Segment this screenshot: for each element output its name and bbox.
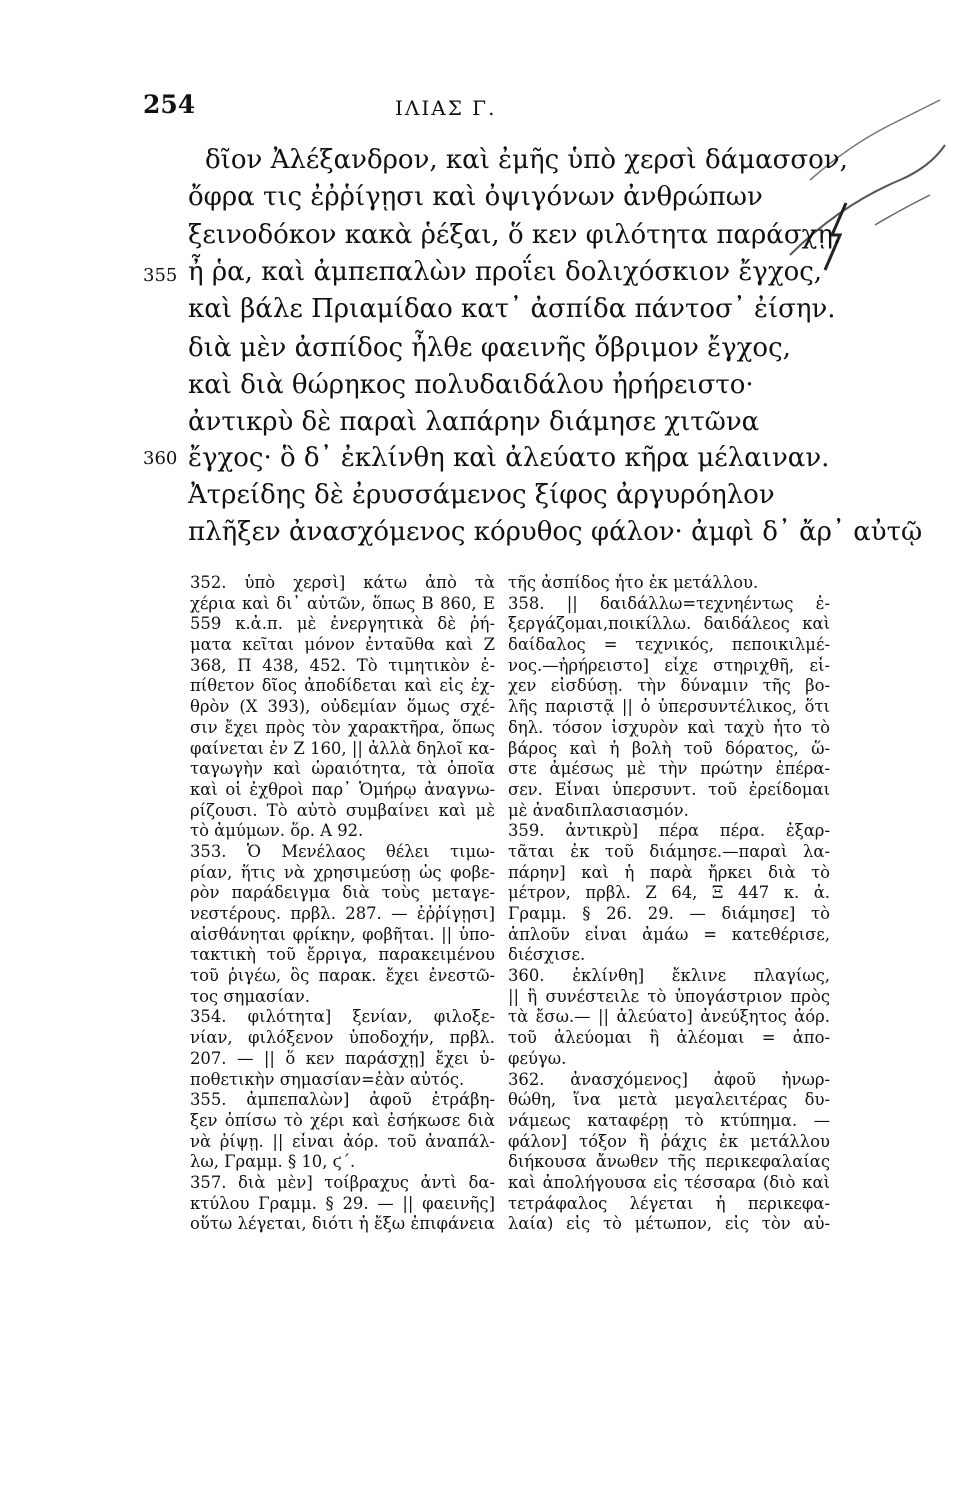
note-line: αἰσθάνηται φρίκην, φοβῆται. || ὑπο- [190, 924, 495, 944]
verse-line: Ἀτρείδης δὲ ἐρυσσάμενος ξίφος ἀργυρόηλον [188, 480, 775, 510]
note-line: καὶ οἱ ἐχθροὶ παρ᾽ Ὁμήρῳ ἀναγνω- [190, 779, 495, 799]
note-line: διέσχισε. [508, 945, 586, 965]
note-line: ξεν ὀπίσω τὸ χέρι καὶ ἐσήκωσε διὰ [190, 1110, 495, 1130]
note-line: ρίζουσι. Τὸ αὐτὸ συμβαίνει καὶ μὲ [190, 800, 495, 820]
note-line: λῆς παριστᾷ || ὁ ὑπερσυντέλικος, ὅτι [508, 697, 830, 717]
note-line: φάλον] τόξον ἢ ῥάχις ἐκ μετάλλου [508, 1131, 830, 1151]
note-line: δαίδαλος = τεχνικός, πεποικιλμέ- [508, 635, 830, 655]
note-line: ρίαν, ἥτις νὰ χρησιμεύσῃ ὡς φοβε- [190, 862, 495, 882]
note-line: Γραμμ. § 26. 29. — διάμησε] τὸ [508, 904, 830, 923]
note-line: τετράφαλος λέγεται ἡ περικεφα- [508, 1193, 830, 1213]
running-head: ΙΛΙΑΣ Γ. [395, 96, 497, 120]
note-line: στε ἀμέσως μὲ τὴν πρώτην ἐπέρα- [508, 759, 830, 779]
note-line: βάρος καὶ ἡ βολὴ τοῦ δόρατος, ὥ- [508, 738, 830, 758]
note-line: χέρια καὶ δι᾽ αὐτῶν, ὅπως Β 860, Ε [190, 593, 495, 613]
note-line: λαία) εἰς τὸ μέτωπον, εἰς τὸν αὐ- [508, 1214, 830, 1234]
note-line: τὰ ἔσω.— || ἀλεύατο] ἀνεύξητος ἀόρ. [508, 1007, 830, 1027]
note-line: ποθετικὴν σημασίαν=ἐὰν αὐτός. [190, 1069, 465, 1089]
note-line: τακτικὴ τοῦ ἔρριγα, παρακειμένου [190, 945, 495, 965]
note-line: μέτρον, πρβλ. Ζ 64, Ξ 447 κ. ἀ. [508, 883, 830, 903]
note-line: τος σημασίαν. [190, 986, 310, 1006]
note-line: καὶ ἀπολήγουσα εἰς τέσσαρα (διὸ καὶ [508, 1172, 830, 1192]
note-line: θώθη, ἵνα μετὰ μεγαλειτέρας δυ- [508, 1090, 830, 1110]
note-line: σεν. Εἶναι ὑπερσυντ. τοῦ ἐρείδομαι [508, 779, 830, 799]
verse-line: δῖον Ἀλέξανδρον, καὶ ἐμῆς ὑπὸ χερσὶ δάμασσον, [205, 145, 848, 175]
note-line: 355. ἀμπεπαλὼν] ἀφοῦ ἐτράβη- [190, 1090, 495, 1110]
note-line: φεύγω. [508, 1048, 567, 1068]
note-line: πίθετον δῖος ἀποδίδεται καὶ εἰς ἐχ- [190, 676, 495, 696]
note-line: 354. φιλότητα] ξενίαν, φιλοξε- [190, 1007, 495, 1027]
note-line: νίαν, φιλόξενον ὑποδοχήν, πρβλ. [190, 1028, 495, 1048]
note-line: διήκουσα ἄνωθεν τῆς περικεφαλαίας [508, 1152, 830, 1172]
verse-line: πλῆξεν ἀνασχόμενος κόρυθος φάλον· ἀμφὶ δ᾽ ἄρ᾽ αὐτῷ [188, 517, 923, 547]
verse-line: ἔγχος· ὃ δ᾽ ἐκλίνθη καὶ ἀλεύατο κῆρα μέλαιναν. [188, 443, 830, 473]
verse-line: ἦ ῥα, καὶ ἀμπεπαλὼν προΐει δολιχόσκιον ἔγχος, [188, 257, 823, 287]
note-line: 207. — || ὅ κεν παράσχῃ] ἔχει ὑ- [190, 1048, 495, 1068]
note-line: κτύλου Γραμμ. § 29. — || φαεινῆς] [190, 1193, 495, 1213]
note-line: σιν ἔχει πρὸς τὸν χαρακτῆρα, ὅπως [190, 717, 495, 737]
note-line: 358. || δαιδάλλω=τεχνηέντως ἐ- [508, 593, 830, 613]
note-line: 362. ἀνασχόμενος] ἀφοῦ ἠνωρ- [508, 1069, 830, 1089]
note-line: 360. ἐκλίνθη] ἔκλινε πλαγίως, [508, 966, 830, 986]
verse-line: ἀντικρὺ δὲ παραὶ λαπάρην διάμησε χιτῶνα [188, 407, 760, 437]
note-line: ἁπλοῦν εἶναι ἀμάω = κατεθέρισε, [508, 924, 830, 944]
line-number: 355 [143, 265, 178, 286]
verse-line: καὶ βάλε Πριαμίδαο κατ᾽ ἀσπίδα πάντοσ᾽ ἐίσην. [188, 294, 836, 324]
verse-line: καὶ διὰ θώρηκος πολυδαιδάλου ἠρήρειστο· [188, 370, 754, 400]
verse-line: ὄφρα τις ἐῤῥίγῃσι καὶ ὀψιγόνων ἀνθρώπων [188, 182, 763, 212]
note-line: ξεργάζομαι,ποικίλλω. δαιδάλεος καὶ [508, 614, 830, 634]
note-line: πάρην] καὶ ἡ παρὰ ἤρκει διὰ τὸ [508, 862, 830, 882]
note-line: || ἢ συνέστειλε τὸ ὑπογάστριον πρὸς [508, 986, 830, 1006]
page-number: 254 [143, 90, 196, 119]
note-line: 368, Π 438, 452. Τὸ τιμητικὸν ἐ- [190, 655, 495, 675]
note-line: θρὸν (Χ 393), οὐδεμίαν ὅμως σχέ- [190, 697, 495, 717]
note-line: τοῦ ἀλεύομαι ἢ ἀλέομαι = ἀπο- [508, 1028, 830, 1048]
note-line: τᾶται ἐκ τοῦ διάμησε.—παραὶ λα- [508, 841, 830, 861]
commentary-right-column [508, 573, 830, 1235]
verse-line: διὰ μὲν ἀσπίδος ἦλθε φαεινῆς ὄβριμον ἔγχος, [188, 333, 791, 363]
note-line: οὕτω λέγεται, διότι ἡ ἔξω ἐπιφάνεια [190, 1214, 495, 1234]
note-line: τὸ ἀμύμων. ὅρ. Α 92. [190, 821, 364, 841]
line-number: 360 [143, 448, 178, 469]
note-line: 359. ἀντικρὺ] πέρα πέρα. ἐξαρ- [508, 821, 830, 841]
note-line: τοῦ ῥιγέω, ὃς παρακ. ἔχει ἐνεστῶ- [190, 966, 495, 986]
commentary-left-column [190, 573, 495, 1235]
note-line: ρὸν παράδειγμα διὰ τοὺς μεταγε- [190, 883, 495, 903]
note-line: φαίνεται ἐν Ζ 160, || ἀλλὰ δηλοῖ κα- [190, 738, 495, 758]
note-line: 559 κ.ἀ.π. μὲ ἐνεργητικὰ δὲ ῥή- [190, 614, 495, 634]
note-line: χεν εἰσδύσῃ. τὴν δύναμιν τῆς βο- [508, 676, 830, 696]
note-line: μὲ ἀναδιπλασιασμόν. [508, 800, 689, 820]
note-line: ταγωγὴν καὶ ὡραιότητα, τὰ ὁποῖα [190, 759, 495, 779]
note-line: ματα κεῖται μόνον ἐνταῦθα καὶ Ζ [190, 635, 495, 655]
note-line: νάμεως καταφέρῃ τὸ κτύπημα. — [508, 1110, 830, 1130]
note-line: 353. Ὁ Μενέλαος θέλει τιμω- [190, 841, 495, 861]
note-line: νος.—ἠρήρειστο] εἶχε στηριχθῆ, εἶ- [508, 655, 830, 675]
note-line: λω, Γραμμ. § 10, ϛ΄. [190, 1152, 356, 1172]
note-line: 357. διὰ μὲν] τοίβραχυς ἀντὶ δα- [190, 1172, 495, 1192]
note-line: 352. ὑπὸ χερσὶ] κάτω ἀπὸ τὰ [190, 573, 495, 592]
verse-line: ξεινοδόκον κακὰ ῥέξαι, ὅ κεν φιλότητα παράσχῃ. [188, 220, 842, 250]
note-line: τῆς ἀσπίδος ἦτο ἐκ μετάλλου. [508, 573, 759, 592]
note-line: δηλ. τόσον ἰσχυρὸν καὶ ταχὺ ἦτο τὸ [508, 717, 830, 737]
note-line: νεστέρους. πρβλ. 287. — ἐῤῥίγῃσι] [190, 904, 495, 923]
note-line: νὰ ῥίψῃ. || εἶναι ἀόρ. τοῦ ἀναπάλ- [190, 1131, 495, 1151]
